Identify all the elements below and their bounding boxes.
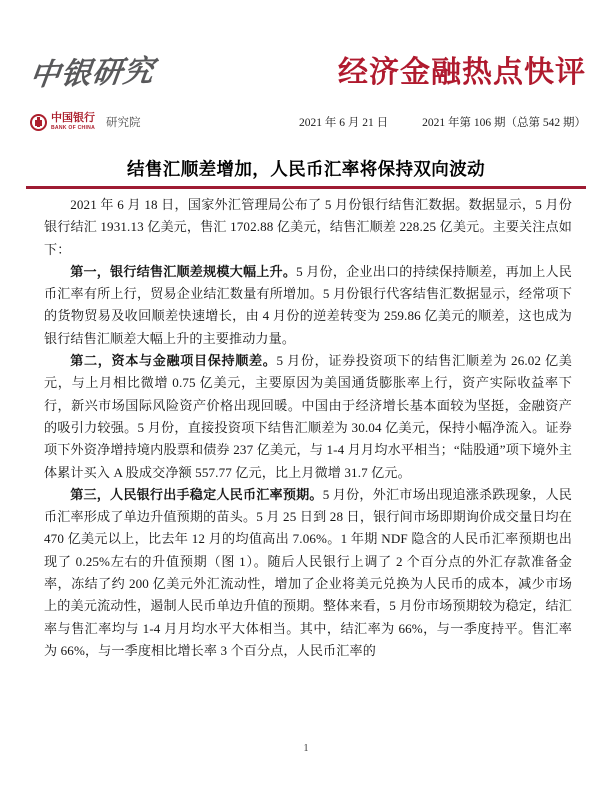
paragraph-text: 2021 年 6 月 18 日，国家外汇管理局公布了 5 月份银行结售汇数据。数据显示，5 月份银行结汇 1931.13 亿美元，售汇 1702.88 亿美元，结售汇顺差 228.25 亿美元。主要关注点如下： bbox=[44, 197, 572, 257]
paragraph-text: 5 月份，证券投资项下的结售汇顺差为 26.02 亿美元，与上月相比微增 0.75 亿美元，主要原因为美国通货膨胀率上行，资产实际收益率下行，新兴市场国际风险资产价格出现回暖。中国由于经济增长基本面较为坚挺，金融资产的吸引力较强。5 月份，直接投资项下结售汇顺差为 30.04 亿美元，保持小幅净流入。证券项下外资净增持境内股票和债券 237 亿美元，与 1-4 月月均水平相当；“陆股通”项下境外主体累计买入 A 股成交净额 557.77 亿元，比上月微增 31.7 亿元。 bbox=[44, 353, 572, 480]
issue-date: 2021 年 6 月 21 日 bbox=[299, 117, 389, 129]
boc-wordmark bbox=[51, 113, 95, 131]
boc-english-name: BANK OF CHINA bbox=[51, 124, 95, 131]
issue-meta bbox=[299, 114, 586, 130]
paragraph bbox=[44, 194, 572, 261]
paragraph-text: 5 月份，企业出口的持续保持顺差，再加上人民币汇率有所上行，贸易企业结汇数量有所增加。5 月份银行代客结售汇数据显示，经常项下的货物贸易及收回顺差快速增长，由 4 月份的逆差转变为 259.86 亿美元的顺差，这也成为银行结售汇顺差大幅上升的主要推动力量。 bbox=[44, 263, 572, 346]
paragraph-lead: 第二，资本与金融项目保持顺差。 bbox=[70, 353, 277, 369]
article-body bbox=[44, 194, 572, 662]
publication-title: 经济金融热点快评 bbox=[338, 56, 586, 89]
paragraph-lead: 第一，银行结售汇顺差规模大幅上升。 bbox=[70, 263, 297, 279]
boc-emblem-icon bbox=[30, 114, 47, 131]
paragraph bbox=[44, 484, 572, 662]
masthead bbox=[0, 48, 612, 148]
paragraph bbox=[44, 350, 572, 484]
page-title: 结售汇顺差增加，人民币汇率将保持双向波动 bbox=[127, 159, 485, 179]
header-divider bbox=[26, 186, 586, 189]
paragraph-text: 5 月份，外汇市场出现追涨杀跌现象，人民币汇率形成了单边升值预期的苗头。5 月 25 日到 28 日，银行间市场即期询价成交量日均在 470 亿美元以上，比去年 12 月的均值高出 7.06%。1 年期 NDF 隐含的人民币汇率预期也出现了 0.25%左右的升值预期（图 1）。随后人民银行上调了 2 个百分点的外汇存款准备金率，冻结了约 200 亿美元外汇流动性，增加了企业将美元兑换为人民币的成本，减少市场上的美元流动性，遏制人民币单边升值的预期。整体来看，5 月份市场预期较为稳定，结汇率与售汇率均与 1-4 月月均水平大体相当。其中，结汇率为 66%，与一季度持平。售汇率为 66%，与一季度相比增长率 3 个百分点，人民币汇率的 bbox=[44, 486, 572, 658]
brand-calligraphy-logo: 中银研究 bbox=[27, 54, 157, 93]
issue-number: 2021 年第 106 期（总第 542 期） bbox=[422, 117, 586, 129]
paragraph bbox=[44, 261, 572, 350]
bank-of-china-logo bbox=[30, 110, 141, 134]
institute-label: 研究院 bbox=[106, 117, 141, 129]
paragraph-lead: 第三，人民银行出手稳定人民币汇率预期。 bbox=[70, 486, 323, 502]
boc-chinese-name: 中国银行 bbox=[51, 112, 95, 125]
page-number: 1 bbox=[303, 743, 309, 754]
